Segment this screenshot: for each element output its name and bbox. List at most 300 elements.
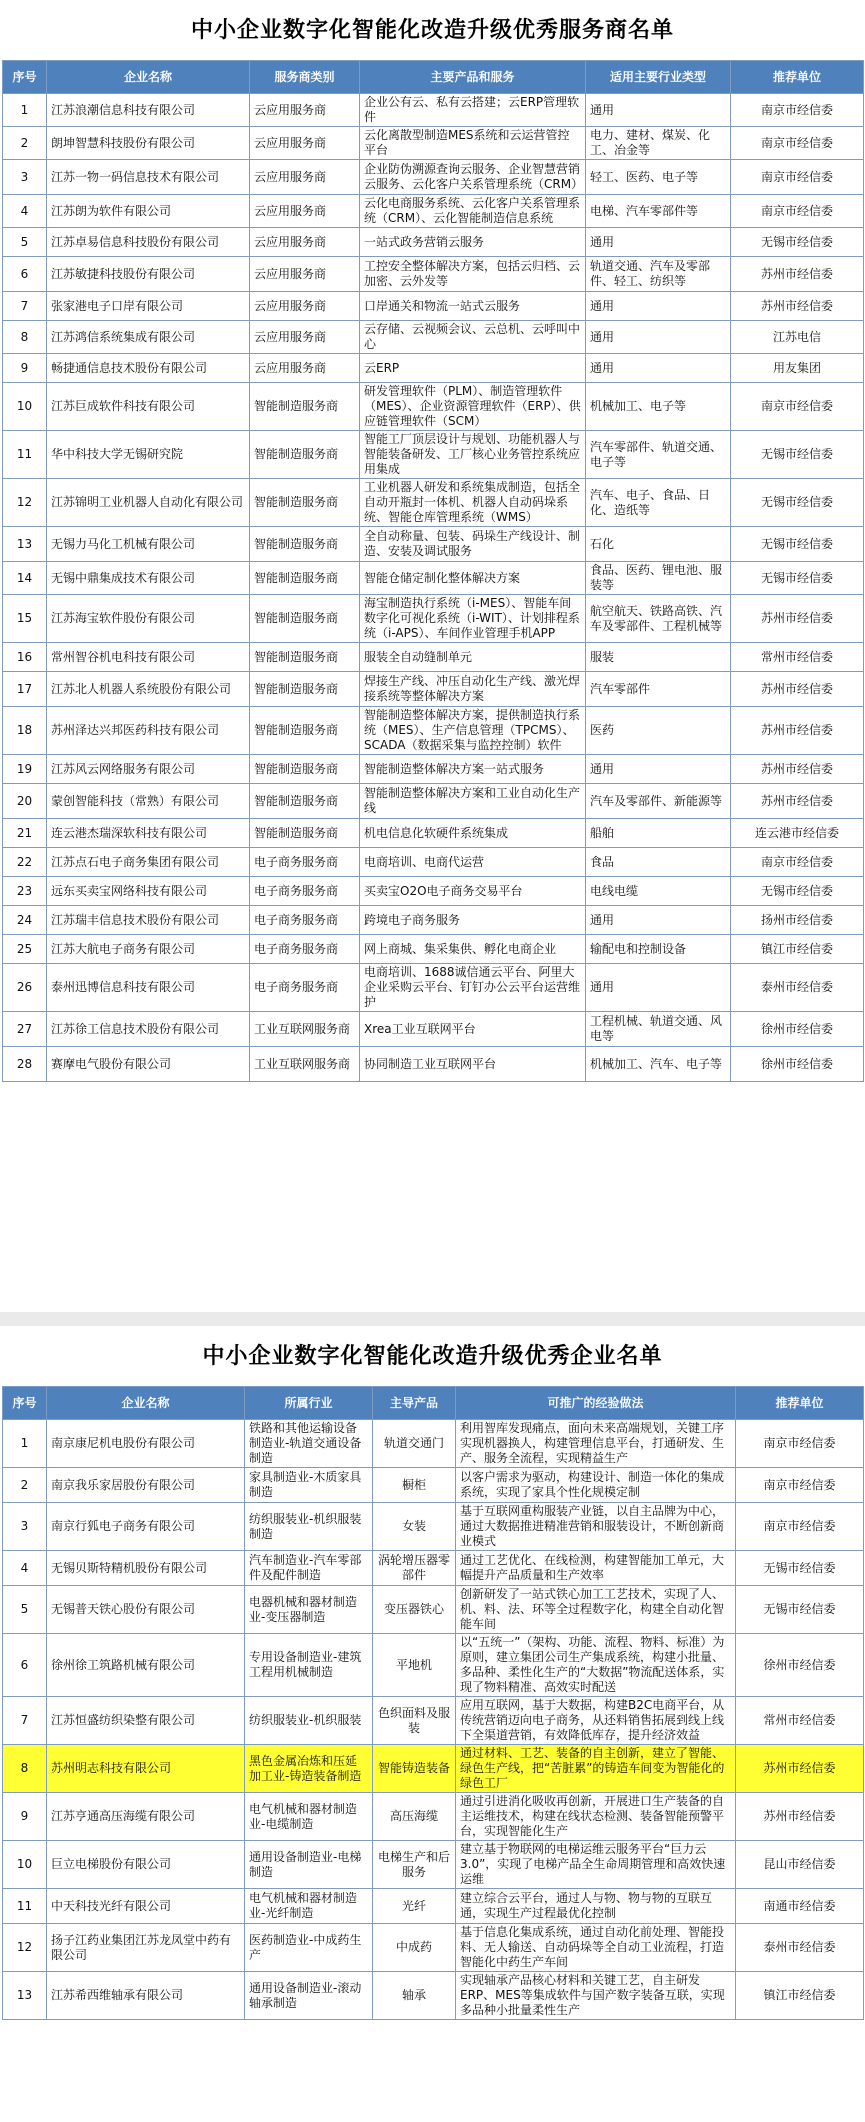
row-industry: 食品	[586, 848, 731, 877]
row-product: 高压海缆	[373, 1793, 456, 1841]
row-products: Xrea工业互联网平台	[360, 1012, 586, 1047]
row-industry: 汽车零部件、轨道交通、电子等	[586, 431, 731, 479]
row-product: 女装	[373, 1503, 456, 1551]
row-products: 网上商城、集采集供、孵化电商企业	[360, 935, 586, 964]
row-recommender: 昆山市经信委	[736, 1841, 864, 1889]
row-index: 17	[3, 672, 47, 707]
row-index: 3	[3, 1503, 47, 1551]
row-category: 云应用服务商	[250, 127, 360, 160]
row-category: 云应用服务商	[250, 321, 360, 354]
row-category: 智能制造服务商	[250, 755, 360, 784]
row-product: 变压器铁心	[373, 1586, 456, 1634]
row-industry: 机械加工、汽车、电子等	[586, 1047, 731, 1082]
row-products: 企业防伪溯源查询云服务、企业智慧营销云服务、云化客户关系管理系统（CRM）	[360, 160, 586, 195]
row-experience: 实现轴承产品核心材料和关键工艺，自主研发ERP、MES等集成软件与国产数字装备互联，实现多品种小批量柔性生产	[456, 1972, 736, 2020]
table-row	[3, 755, 864, 784]
enterprise-table	[2, 1386, 864, 2020]
table-row	[3, 257, 864, 292]
row-company: 南京康尼机电股份有限公司	[47, 1420, 245, 1468]
row-company: 华中科技大学无锡研究院	[47, 431, 250, 479]
row-recommender: 徐州市经信委	[736, 1634, 864, 1697]
row-industry: 电气机械和器材制造业-光纤制造	[245, 1889, 373, 1924]
table-row	[3, 1468, 864, 1503]
row-industry: 家具制造业-木质家具制造	[245, 1468, 373, 1503]
col-products-header: 主要产品和服务	[360, 61, 586, 94]
table-row	[3, 562, 864, 595]
row-category: 智能制造服务商	[250, 819, 360, 848]
col-company-header: 企业名称	[47, 61, 250, 94]
row-index: 10	[3, 1841, 47, 1889]
row-index: 4	[3, 195, 47, 228]
service-provider-title: 中小企业数字化智能化改造升级优秀服务商名单	[190, 17, 674, 43]
row-index: 21	[3, 819, 47, 848]
row-category: 云应用服务商	[250, 94, 360, 127]
section-divider	[0, 1312, 865, 1326]
table-row	[3, 935, 864, 964]
table-row	[3, 354, 864, 383]
row-experience: 创新研发了一站式铁心加工工艺技术，实现了人、机、料、法、环等全过程数字化，构建全自动化智能车间	[456, 1586, 736, 1634]
row-company: 泰州迅博信息科技有限公司	[47, 964, 250, 1012]
row-products: 海宝制造执行系统（i-MES）、智能车间数字化可视化系统（i-WIT）、计划排程系统（i-APS）、车间作业管理手机APP	[360, 595, 586, 643]
row-recommender: 徐州市经信委	[731, 1047, 864, 1082]
row-recommender: 泰州市经信委	[731, 964, 864, 1012]
row-product: 智能铸造装备	[373, 1745, 456, 1793]
table-row	[3, 707, 864, 755]
row-company: 远东买卖宝网络科技有限公司	[47, 877, 250, 906]
enterprise-section	[0, 1326, 865, 2017]
row-experience: 以客户需求为驱动，构建设计、制造一体化的集成系统，实现了家具个性化规模定制	[456, 1468, 736, 1503]
row-industry: 通用	[586, 94, 731, 127]
row-index: 1	[3, 94, 47, 127]
row-index: 5	[3, 1586, 47, 1634]
row-industry: 黑色金属冶炼和压延加工业-铸造装备制造	[245, 1745, 373, 1793]
row-company: 南京我乐家居股份有限公司	[47, 1468, 245, 1503]
row-index: 28	[3, 1047, 47, 1082]
row-index: 7	[3, 1697, 47, 1745]
row-products: 电商培训、1688诚信通云平台、阿里大企业采购云平台、钉钉办公云平台运营维护	[360, 964, 586, 1012]
row-index: 8	[3, 1745, 47, 1793]
table-row	[3, 964, 864, 1012]
table-row	[3, 527, 864, 562]
row-index: 13	[3, 527, 47, 562]
row-recommender: 南京市经信委	[731, 127, 864, 160]
row-index: 9	[3, 354, 47, 383]
row-experience: 应用互联网，基于大数据，构建B2C电商平台，从传统营销迈向电子商务，从还料销售拓展到线上线下全渠道营销，有效降低库存，提升经济效益	[456, 1697, 736, 1745]
row-index: 11	[3, 1889, 47, 1924]
row-industry: 电器机械和器材制造业-变压器制造	[245, 1586, 373, 1634]
enterprise-title: 中小企业数字化智能化改造升级优秀企业名单	[202, 1343, 663, 1369]
table-row	[3, 292, 864, 321]
table-row	[3, 195, 864, 228]
row-recommender: 扬州市经信委	[731, 906, 864, 935]
row-product: 平地机	[373, 1634, 456, 1697]
row-industry: 通用	[586, 906, 731, 935]
row-products: 研发管理软件（PLM）、制造管理软件（MES）、企业资源管理软件（ERP）、供应链管理软件（SCM）	[360, 383, 586, 431]
row-category: 智能制造服务商	[250, 527, 360, 562]
row-index: 25	[3, 935, 47, 964]
row-category: 云应用服务商	[250, 257, 360, 292]
row-company: 江苏点石电子商务集团有限公司	[47, 848, 250, 877]
row-industry: 纺织服装业-机织服装制造	[245, 1503, 373, 1551]
row-products: 协同制造工业互联网平台	[360, 1047, 586, 1082]
row-industry: 轨道交通、汽车及零部件、轻工、纺织等	[586, 257, 731, 292]
row-index: 11	[3, 431, 47, 479]
table-row	[3, 228, 864, 257]
col-index-header: 序号	[3, 61, 47, 94]
row-industry: 食品、医药、锂电池、服装等	[586, 562, 731, 595]
row-experience: 建立综合云平台，通过人与物、物与物的互联互通，实现生产过程最优化控制	[456, 1889, 736, 1924]
row-index: 27	[3, 1012, 47, 1047]
row-recommender: 苏州市经信委	[731, 784, 864, 819]
row-company: 连云港杰瑞深软科技有限公司	[47, 819, 250, 848]
row-company: 徐州徐工筑路机械有限公司	[47, 1634, 245, 1697]
row-recommender: 苏州市经信委	[731, 672, 864, 707]
row-industry: 汽车制造业-汽车零部件及配件制造	[245, 1551, 373, 1586]
table-row	[3, 1012, 864, 1047]
row-category: 电子商务服务商	[250, 906, 360, 935]
row-company: 无锡力马化工机械有限公司	[47, 527, 250, 562]
row-products: 智能仓储定制化整体解决方案	[360, 562, 586, 595]
table-row	[3, 1841, 864, 1889]
row-recommender: 苏州市经信委	[736, 1745, 864, 1793]
row-products: 一站式政务营销云服务	[360, 228, 586, 257]
row-index: 24	[3, 906, 47, 935]
table-row	[3, 595, 864, 643]
service-provider-table	[2, 60, 864, 1082]
row-industry: 汽车及零部件、新能源等	[586, 784, 731, 819]
col-company-header: 企业名称	[47, 1387, 245, 1420]
row-recommender: 无锡市经信委	[736, 1551, 864, 1586]
row-experience: 建立基于物联网的电梯运维云服务平台“巨力云3.0”，实现了电梯产品全生命周期管理和高效快速运维	[456, 1841, 736, 1889]
row-category: 智能制造服务商	[250, 707, 360, 755]
row-company: 苏州泽达兴邦医药科技有限公司	[47, 707, 250, 755]
table-row	[3, 94, 864, 127]
table-row	[3, 1924, 864, 1972]
row-company: 江苏大航电子商务有限公司	[47, 935, 250, 964]
table-row	[3, 160, 864, 195]
row-category: 电子商务服务商	[250, 848, 360, 877]
row-industry: 航空航天、铁路高铁、汽车及零部件、工程机械等	[586, 595, 731, 643]
table-row	[3, 848, 864, 877]
row-index: 6	[3, 257, 47, 292]
row-recommender: 无锡市经信委	[731, 877, 864, 906]
row-category: 智能制造服务商	[250, 643, 360, 672]
row-product: 轴承	[373, 1972, 456, 2020]
row-products: 智能制造整体解决方案和工业自动化生产线	[360, 784, 586, 819]
table-row	[3, 321, 864, 354]
row-category: 电子商务服务商	[250, 964, 360, 1012]
row-product: 电梯生产和后服务	[373, 1841, 456, 1889]
row-recommender: 苏州市经信委	[731, 257, 864, 292]
table-row	[3, 383, 864, 431]
row-index: 2	[3, 1468, 47, 1503]
row-company: 赛摩电气股份有限公司	[47, 1047, 250, 1082]
row-category: 工业互联网服务商	[250, 1047, 360, 1082]
row-recommender: 苏州市经信委	[731, 755, 864, 784]
row-category: 智能制造服务商	[250, 383, 360, 431]
row-index: 22	[3, 848, 47, 877]
row-products: 焊接生产线、冲压自动化生产线、激光焊接系统等整体解决方案	[360, 672, 586, 707]
row-recommender: 苏州市经信委	[731, 292, 864, 321]
row-company: 朗坤智慧科技股份有限公司	[47, 127, 250, 160]
row-company: 江苏风云网络服务有限公司	[47, 755, 250, 784]
row-industry: 通用	[586, 228, 731, 257]
row-index: 9	[3, 1793, 47, 1841]
col-industry-header: 所属行业	[245, 1387, 373, 1420]
row-products: 买卖宝O2O电子商务交易平台	[360, 877, 586, 906]
row-company: 扬子江药业集团江苏龙凤堂中药有限公司	[47, 1924, 245, 1972]
table-row	[3, 431, 864, 479]
row-company: 江苏瑞丰信息技术股份有限公司	[47, 906, 250, 935]
row-recommender: 苏州市经信委	[736, 1793, 864, 1841]
row-company: 畅捷通信息技术股份有限公司	[47, 354, 250, 383]
row-recommender: 常州市经信委	[731, 643, 864, 672]
row-company: 巨立电梯股份有限公司	[47, 1841, 245, 1889]
col-product-header: 主导产品	[373, 1387, 456, 1420]
row-company: 江苏巨成软件科技有限公司	[47, 383, 250, 431]
row-company: 江苏浪潮信息科技有限公司	[47, 94, 250, 127]
row-products: 工控安全整体解决方案，包括云归档、云加密、云外发等	[360, 257, 586, 292]
row-company: 南京行狐电子商务有限公司	[47, 1503, 245, 1551]
row-company: 江苏卓易信息科技股份有限公司	[47, 228, 250, 257]
row-products: 云存储、云视频会议、云总机、云呼叫中心	[360, 321, 586, 354]
row-industry: 电梯、汽车零部件等	[586, 195, 731, 228]
row-category: 云应用服务商	[250, 195, 360, 228]
row-company: 无锡贝斯特精机股份有限公司	[47, 1551, 245, 1586]
row-company: 江苏朗为软件有限公司	[47, 195, 250, 228]
row-index: 2	[3, 127, 47, 160]
row-index: 7	[3, 292, 47, 321]
table-row	[3, 1889, 864, 1924]
row-products: 口岸通关和物流一站式云服务	[360, 292, 586, 321]
row-products: 服装全自动缝制单元	[360, 643, 586, 672]
table-row	[3, 1793, 864, 1841]
row-recommender: 徐州市经信委	[731, 1012, 864, 1047]
row-company: 江苏希西维轴承有限公司	[47, 1972, 245, 2020]
row-company: 无锡普天铁心股份有限公司	[47, 1586, 245, 1634]
row-recommender: 苏州市经信委	[731, 595, 864, 643]
row-company: 中天科技光纤有限公司	[47, 1889, 245, 1924]
row-experience: 基于互联网重构服装产业链，以自主品牌为中心，通过大数据推进精准营销和服装设计，不断创新商业模式	[456, 1503, 736, 1551]
row-experience: 基于信息化集成系统，通过自动化前处理、智能投料、无人输送、自动码垛等全自动工业流程，打造智能化中药生产车间	[456, 1924, 736, 1972]
row-index: 15	[3, 595, 47, 643]
row-index: 1	[3, 1420, 47, 1468]
row-products: 智能工厂顶层设计与规划、功能机器人与智能装备研发、工厂核心业务管控系统应用集成	[360, 431, 586, 479]
row-category: 智能制造服务商	[250, 431, 360, 479]
row-recommender: 泰州市经信委	[736, 1924, 864, 1972]
row-industry: 铁路和其他运输设备制造业-轨道交通设备制造	[245, 1420, 373, 1468]
table-row	[3, 1972, 864, 2020]
row-industry: 石化	[586, 527, 731, 562]
row-category: 云应用服务商	[250, 354, 360, 383]
row-category: 电子商务服务商	[250, 877, 360, 906]
row-industry: 医药	[586, 707, 731, 755]
row-industry: 轻工、医药、电子等	[586, 160, 731, 195]
table-row	[3, 643, 864, 672]
row-experience: 通过引进消化吸收再创新，开展进口生产装备的自主运维技术，构建在线状态检测、装备智能预警平台，实现智能化生产	[456, 1793, 736, 1841]
row-industry: 电力、建材、煤炭、化工、冶金等	[586, 127, 731, 160]
row-recommender: 苏州市经信委	[731, 707, 864, 755]
row-company: 张家港电子口岸有限公司	[47, 292, 250, 321]
row-recommender: 南京市经信委	[736, 1420, 864, 1468]
row-category: 云应用服务商	[250, 160, 360, 195]
row-industry: 通用设备制造业-滚动轴承制造	[245, 1972, 373, 2020]
row-recommender: 连云港市经信委	[731, 819, 864, 848]
row-product: 轨道交通门	[373, 1420, 456, 1468]
row-recommender: 南通市经信委	[736, 1889, 864, 1924]
row-recommender: 无锡市经信委	[731, 527, 864, 562]
row-product: 色织面料及服装	[373, 1697, 456, 1745]
row-industry: 专用设备制造业-建筑工程用机械制造	[245, 1634, 373, 1697]
row-industry: 通用	[586, 354, 731, 383]
row-recommender: 常州市经信委	[736, 1697, 864, 1745]
row-industry: 机械加工、电子等	[586, 383, 731, 431]
row-products: 机电信息化软硬件系统集成	[360, 819, 586, 848]
table-row	[3, 819, 864, 848]
row-recommender: 南京市经信委	[731, 848, 864, 877]
row-recommender: 无锡市经信委	[736, 1586, 864, 1634]
row-recommender: 无锡市经信委	[731, 479, 864, 527]
table-header-row	[3, 1387, 864, 1420]
row-industry: 汽车零部件	[586, 672, 731, 707]
row-experience: 以“五统一”（架构、功能、流程、物料、标准）为原则，建立集团公司生产集成系统，构建小批量、多品种、柔性化生产的“大数据”物流配送体系，实现了物料精准、高效实时配送	[456, 1634, 736, 1697]
row-products: 工业机器人研发和系统集成制造，包括全自动开瓶封一体机、机器人自动码垛系统、智能仓库管理系统（WMS）	[360, 479, 586, 527]
row-industry: 通用	[586, 321, 731, 354]
row-products: 智能制造整体解决方案一站式服务	[360, 755, 586, 784]
row-category: 智能制造服务商	[250, 562, 360, 595]
table-row	[3, 877, 864, 906]
table-row	[3, 1586, 864, 1634]
row-index: 8	[3, 321, 47, 354]
table-row	[3, 784, 864, 819]
row-company: 无锡中鼎集成技术有限公司	[47, 562, 250, 595]
row-category: 电子商务服务商	[250, 935, 360, 964]
row-industry: 医药制造业-中成药生产	[245, 1924, 373, 1972]
row-index: 6	[3, 1634, 47, 1697]
row-company: 常州智谷机电科技有限公司	[47, 643, 250, 672]
row-product: 涡轮增压器零部件	[373, 1551, 456, 1586]
row-products: 企业公有云、私有云搭建；云ERP管理软件	[360, 94, 586, 127]
row-industry: 服装	[586, 643, 731, 672]
row-index: 4	[3, 1551, 47, 1586]
row-category: 云应用服务商	[250, 228, 360, 257]
row-category: 智能制造服务商	[250, 672, 360, 707]
row-recommender: 无锡市经信委	[731, 431, 864, 479]
table-row	[3, 906, 864, 935]
table-row	[3, 1551, 864, 1586]
row-industry: 汽车、电子、食品、日化、造纸等	[586, 479, 731, 527]
col-experience-header: 可推广的经验做法	[456, 1387, 736, 1420]
row-index: 18	[3, 707, 47, 755]
row-experience: 通过工艺优化、在线检测，构建智能加工单元，大幅提升产品质量和生产效率	[456, 1551, 736, 1586]
row-industry: 工程机械、轨道交通、风电等	[586, 1012, 731, 1047]
row-products: 全自动称量、包装、码垛生产线设计、制造、安装及调试服务	[360, 527, 586, 562]
row-company: 江苏鸿信系统集成有限公司	[47, 321, 250, 354]
table-row	[3, 479, 864, 527]
row-index: 3	[3, 160, 47, 195]
row-recommender: 南京市经信委	[736, 1468, 864, 1503]
col-category-header: 服务商类别	[250, 61, 360, 94]
row-industry: 通用	[586, 755, 731, 784]
row-index: 23	[3, 877, 47, 906]
row-product: 中成药	[373, 1924, 456, 1972]
row-products: 电商培训、电商代运营	[360, 848, 586, 877]
row-company: 江苏海宝软件股份有限公司	[47, 595, 250, 643]
row-company: 江苏一物一码信息技术有限公司	[47, 160, 250, 195]
row-recommender: 南京市经信委	[736, 1503, 864, 1551]
row-category: 智能制造服务商	[250, 784, 360, 819]
row-recommender: 镇江市经信委	[736, 1972, 864, 2020]
row-index: 26	[3, 964, 47, 1012]
row-category: 智能制造服务商	[250, 479, 360, 527]
row-products: 智能制造整体解决方案，提供制造执行系统（MES）、生产信息管理（TPCMS）、SCADA（数据采集与监控控制）软件	[360, 707, 586, 755]
row-company: 江苏徐工信息技术股份有限公司	[47, 1012, 250, 1047]
table-row	[3, 127, 864, 160]
row-recommender: 用友集团	[731, 354, 864, 383]
row-recommender: 南京市经信委	[731, 94, 864, 127]
row-index: 16	[3, 643, 47, 672]
row-index: 14	[3, 562, 47, 595]
table-row	[3, 1420, 864, 1468]
row-industry: 电气机械和器材制造业-电缆制造	[245, 1793, 373, 1841]
row-industry: 电线电缆	[586, 877, 731, 906]
row-company: 江苏恒盛纺织染整有限公司	[47, 1697, 245, 1745]
row-index: 10	[3, 383, 47, 431]
row-recommender: 无锡市经信委	[731, 228, 864, 257]
table-row	[3, 1697, 864, 1745]
row-index: 12	[3, 1924, 47, 1972]
row-product: 光纤	[373, 1889, 456, 1924]
col-industry-header: 适用主要行业类型	[586, 61, 731, 94]
row-recommender: 南京市经信委	[731, 195, 864, 228]
table-row	[3, 1634, 864, 1697]
table-row	[3, 1047, 864, 1082]
row-experience: 通过材料、工艺、装备的自主创新，建立了智能、绿色生产线，把“苦脏累”的铸造车间变为智能化的绿色工厂	[456, 1745, 736, 1793]
row-recommender: 江苏电信	[731, 321, 864, 354]
row-industry: 通用设备制造业-电梯制造	[245, 1841, 373, 1889]
row-company: 江苏亨通高压海缆有限公司	[47, 1793, 245, 1841]
row-recommender: 无锡市经信委	[731, 562, 864, 595]
row-products: 云化电商服务系统、云化客户关系管理系统（CRM）、云化智能制造信息系统	[360, 195, 586, 228]
row-product: 橱柜	[373, 1468, 456, 1503]
row-index: 12	[3, 479, 47, 527]
row-recommender: 南京市经信委	[731, 383, 864, 431]
row-company: 蒙创智能科技（常熟）有限公司	[47, 784, 250, 819]
row-products: 云ERP	[360, 354, 586, 383]
row-index: 19	[3, 755, 47, 784]
row-industry: 通用	[586, 292, 731, 321]
row-index: 5	[3, 228, 47, 257]
row-experience: 利用智库发现痛点，面向未来高端规划，关键工序实现机器换人，构建管理信息平台，打通研发、生产、服务全流程，实现精益生产	[456, 1420, 736, 1468]
row-industry: 船舶	[586, 819, 731, 848]
row-company: 苏州明志科技有限公司	[47, 1745, 245, 1793]
row-category: 智能制造服务商	[250, 595, 360, 643]
table-row	[3, 672, 864, 707]
row-products: 跨境电子商务服务	[360, 906, 586, 935]
row-company: 江苏北人机器人系统股份有限公司	[47, 672, 250, 707]
row-company: 江苏锦明工业机器人自动化有限公司	[47, 479, 250, 527]
table-header-row	[3, 61, 864, 94]
row-industry: 输配电和控制设备	[586, 935, 731, 964]
row-category: 云应用服务商	[250, 292, 360, 321]
row-category: 工业互联网服务商	[250, 1012, 360, 1047]
row-recommender: 镇江市经信委	[731, 935, 864, 964]
col-recommender-header: 推荐单位	[736, 1387, 864, 1420]
table-row	[3, 1745, 864, 1793]
col-recommender-header: 推荐单位	[731, 61, 864, 94]
row-industry: 通用	[586, 964, 731, 1012]
row-index: 20	[3, 784, 47, 819]
